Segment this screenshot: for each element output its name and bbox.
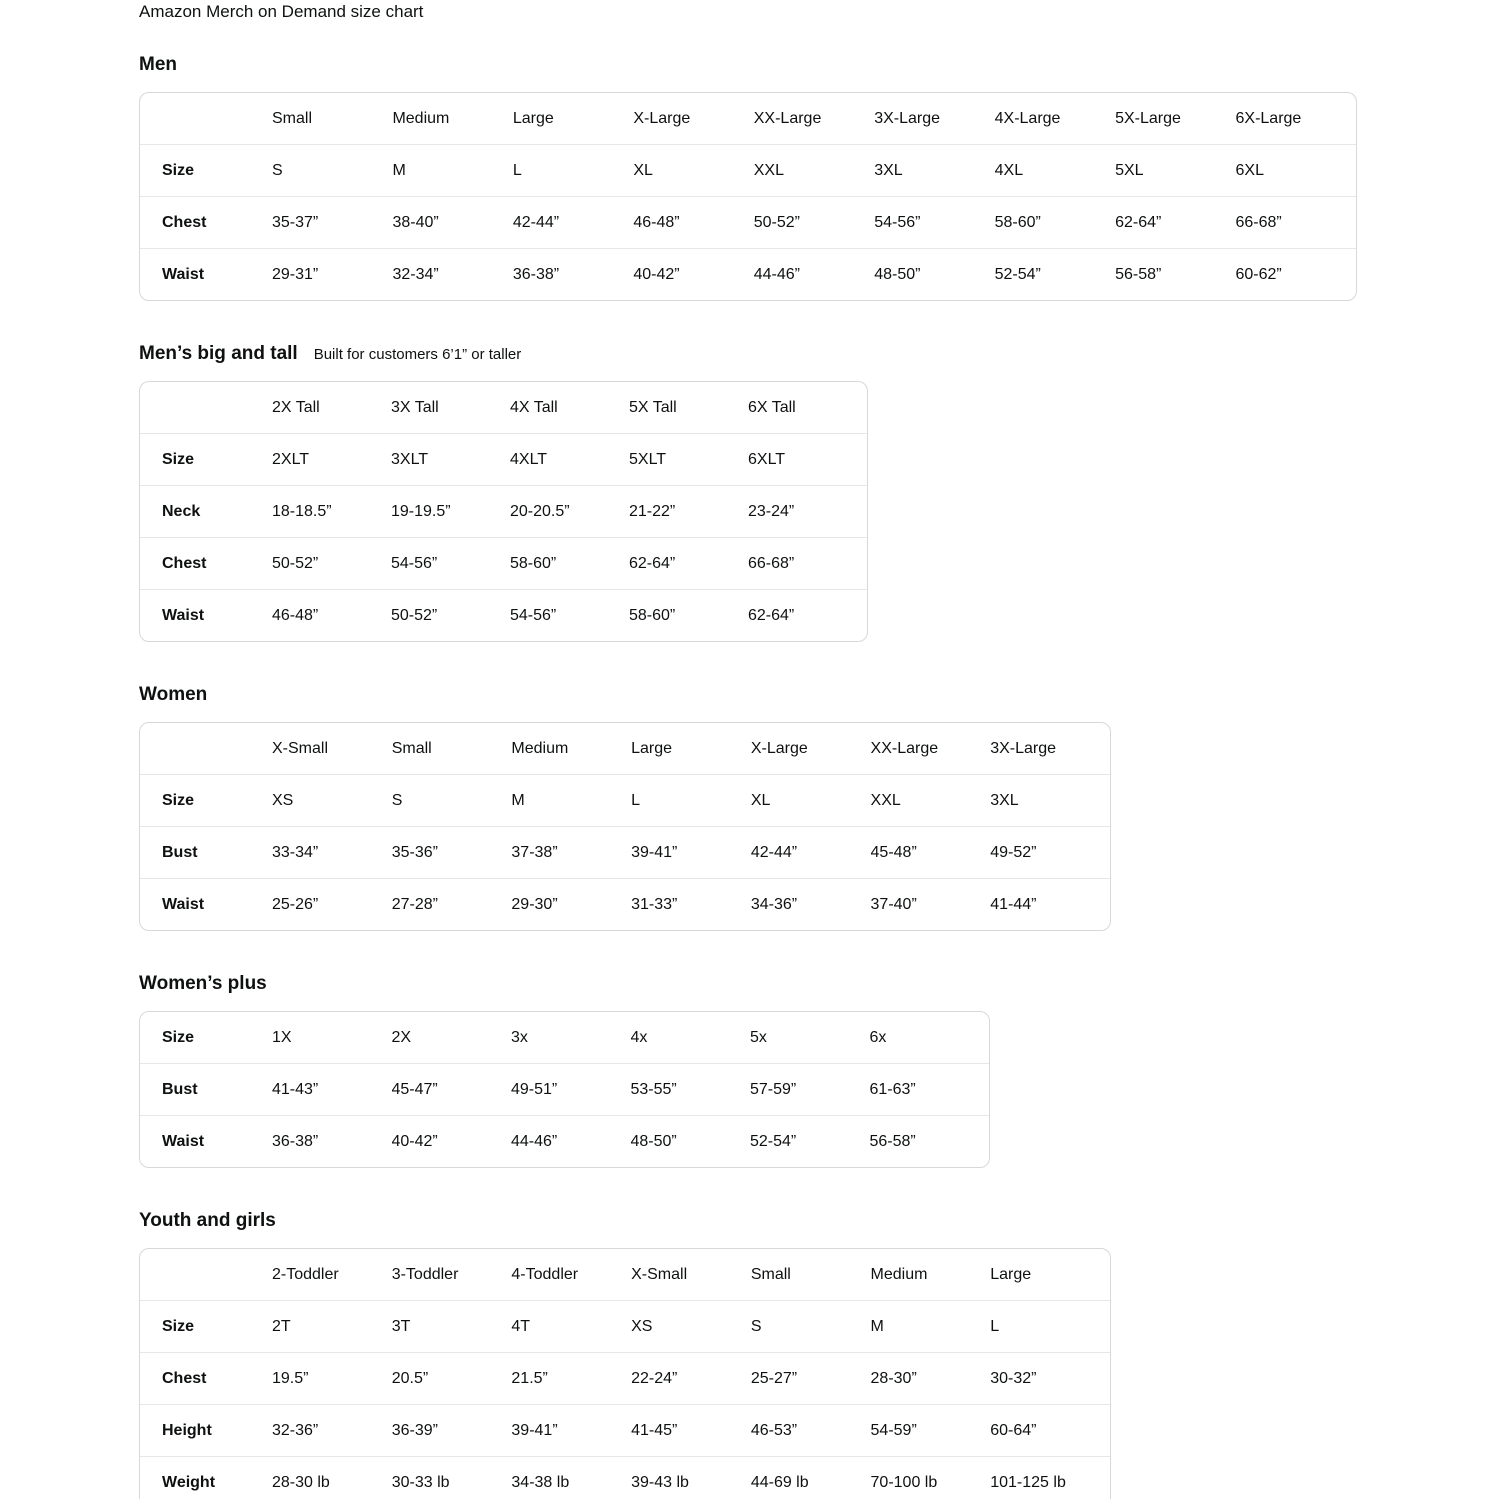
page-title: Amazon Merch on Demand size chart — [139, 2, 424, 21]
section-subtitle: Built for customers 6’1” or taller — [313, 346, 522, 363]
row-label: Size — [140, 144, 272, 196]
cell-value: 4T — [511, 1300, 631, 1352]
cell-value: 54-56” — [391, 537, 510, 589]
men-big-and-tall-size-table — [139, 381, 868, 642]
cell-value: 60-62” — [1236, 248, 1357, 300]
cell-value: 53-55” — [631, 1063, 751, 1115]
cell-value: 48-50” — [631, 1115, 751, 1167]
cell-value: 50-52” — [391, 589, 510, 641]
cell-value: 46-53” — [751, 1404, 871, 1456]
column-header: Small — [272, 110, 313, 127]
cell-value: 46-48” — [633, 196, 753, 248]
cell-value: XXL — [871, 774, 991, 826]
cell-value: L — [631, 774, 751, 826]
cell-value: M — [392, 144, 512, 196]
table-row — [140, 433, 867, 485]
cell-value: 27-28” — [392, 878, 512, 930]
table-row — [140, 1063, 989, 1115]
section-heading: Women — [139, 684, 208, 705]
cell-value: 3XLT — [391, 433, 510, 485]
column-header: 4X Tall — [510, 399, 558, 416]
women-size-table — [139, 722, 1111, 931]
cell-value: 41-45” — [631, 1404, 751, 1456]
cell-value: 38-40” — [392, 196, 512, 248]
cell-value: 45-47” — [392, 1063, 512, 1115]
cell-value: 50-52” — [754, 196, 874, 248]
cell-value: S — [272, 144, 392, 196]
corner-cell — [140, 382, 272, 433]
column-header: Large — [631, 740, 673, 757]
row-label: Waist — [140, 1115, 272, 1167]
row-label: Bust — [140, 826, 272, 878]
column-header: 5X-Large — [1115, 110, 1181, 127]
row-label: Size — [140, 433, 272, 485]
corner-cell — [140, 1249, 272, 1300]
table-row — [140, 878, 1110, 930]
cell-value: 3XL — [990, 774, 1110, 826]
row-label: Height — [140, 1404, 272, 1456]
row-label: Neck — [140, 485, 272, 537]
cell-value: 28-30 lb — [272, 1456, 392, 1499]
row-label: Waist — [140, 589, 272, 641]
column-header: Medium — [870, 1266, 928, 1283]
cell-value: 42-44” — [513, 196, 633, 248]
cell-value: S — [392, 774, 512, 826]
column-header: Large — [512, 110, 554, 127]
table-row — [140, 485, 867, 537]
section-men — [139, 53, 1499, 301]
column-header: X-Large — [750, 740, 808, 757]
table-row — [140, 1115, 989, 1167]
cell-value: 30-32” — [990, 1352, 1110, 1404]
cell-value: 62-64” — [748, 589, 867, 641]
cell-value: 44-69 lb — [751, 1456, 871, 1499]
section-youth-and-girls — [139, 1209, 1499, 1499]
cell-value: 44-46” — [511, 1115, 631, 1167]
section-heading: Men — [139, 54, 177, 75]
corner-cell — [140, 723, 272, 774]
section-heading: Women’s plus — [139, 973, 267, 994]
cell-value: XL — [751, 774, 871, 826]
cell-value: 46-48” — [272, 589, 391, 641]
cell-value: 21.5” — [511, 1352, 631, 1404]
section-womens-plus-heading-row — [139, 972, 1499, 996]
table-row — [140, 248, 1356, 300]
cell-value: 36-39” — [392, 1404, 512, 1456]
column-header: 2X Tall — [272, 399, 320, 416]
cell-value: 32-34” — [392, 248, 512, 300]
cell-value: 34-38 lb — [511, 1456, 631, 1499]
cell-value: 2XLT — [272, 433, 391, 485]
section-heading: Youth and girls — [139, 1210, 276, 1231]
cell-value: 62-64” — [1115, 196, 1235, 248]
cell-value: XXL — [754, 144, 874, 196]
cell-value: 62-64” — [629, 537, 748, 589]
cell-value: 42-44” — [751, 826, 871, 878]
row-label: Size — [162, 1029, 195, 1046]
cell-value: 49-51” — [511, 1063, 631, 1115]
cell-value: 52-54” — [995, 248, 1115, 300]
table-row — [140, 1300, 1110, 1352]
cell-value: 52-54” — [750, 1115, 870, 1167]
cell-value: 45-48” — [871, 826, 991, 878]
section-men-big-and-tall — [139, 342, 1499, 642]
cell-value: 40-42” — [633, 248, 753, 300]
cell-value: 6XL — [1236, 144, 1357, 196]
womens-plus-size-table — [139, 1011, 990, 1168]
table-row — [140, 1012, 989, 1063]
section-heading: Men’s big and tall — [139, 343, 298, 364]
cell-value: 2X — [391, 1029, 412, 1046]
column-header: X-Small — [631, 1266, 688, 1283]
section-men-big-and-tall-heading-row — [139, 342, 1499, 366]
column-header: XX-Large — [870, 740, 939, 757]
cell-value: 33-34” — [272, 826, 392, 878]
cell-value: M — [511, 774, 631, 826]
cell-value: 35-36” — [392, 826, 512, 878]
cell-value: M — [871, 1300, 991, 1352]
cell-value: 39-41” — [631, 826, 751, 878]
cell-value: 54-56” — [874, 196, 994, 248]
cell-value: 58-60” — [510, 537, 629, 589]
corner-cell — [140, 93, 272, 144]
cell-value: L — [990, 1300, 1110, 1352]
row-label: Size — [140, 1300, 272, 1352]
cell-value: 37-40” — [871, 878, 991, 930]
cell-value: 54-59” — [871, 1404, 991, 1456]
row-label: Waist — [140, 878, 272, 930]
row-label: Chest — [140, 1352, 272, 1404]
cell-value: 50-52” — [272, 537, 391, 589]
row-label: Weight — [140, 1456, 272, 1499]
cell-value: 41-44” — [990, 878, 1110, 930]
cell-value: 3XL — [874, 144, 994, 196]
column-header: 4-Toddler — [511, 1266, 579, 1283]
cell-value: 20.5” — [392, 1352, 512, 1404]
section-womens-plus — [139, 972, 1499, 1168]
cell-value: 4XL — [995, 144, 1115, 196]
table-row — [140, 144, 1356, 196]
cell-value: 58-60” — [629, 589, 748, 641]
column-header: X-Small — [272, 740, 329, 757]
table-row — [140, 826, 1110, 878]
header-row — [140, 723, 1110, 774]
cell-value: 19-19.5” — [391, 485, 510, 537]
column-header: 6X-Large — [1235, 110, 1302, 127]
row-label: Waist — [140, 248, 272, 300]
cell-value: XS — [272, 774, 392, 826]
table-row — [140, 537, 867, 589]
cell-value: 39-41” — [511, 1404, 631, 1456]
cell-value: L — [513, 144, 633, 196]
table-row — [140, 774, 1110, 826]
cell-value: 3x — [511, 1029, 528, 1046]
cell-value: 44-46” — [754, 248, 874, 300]
column-header: Small — [750, 1266, 791, 1283]
cell-value: 36-38” — [272, 1115, 392, 1167]
cell-value: 37-38” — [511, 826, 631, 878]
cell-value: XL — [633, 144, 753, 196]
column-header: 4X-Large — [994, 110, 1061, 127]
cell-value: 29-31” — [272, 248, 392, 300]
cell-value: 36-38” — [513, 248, 633, 300]
cell-value: 41-43” — [272, 1063, 392, 1115]
row-label: Chest — [140, 196, 272, 248]
header-row — [140, 382, 867, 433]
cell-value: 56-58” — [870, 1115, 990, 1167]
cell-value: 66-68” — [1236, 196, 1357, 248]
cell-value: 2T — [272, 1300, 392, 1352]
cell-value: 34-36” — [751, 878, 871, 930]
cell-value: 25-27” — [751, 1352, 871, 1404]
column-header: Small — [391, 740, 432, 757]
column-header: Large — [990, 1266, 1032, 1283]
column-header: 3X-Large — [990, 740, 1057, 757]
header-row — [140, 93, 1356, 144]
column-header: 3X-Large — [874, 110, 941, 127]
cell-value: 35-37” — [272, 196, 392, 248]
cell-value: 21-22” — [629, 485, 748, 537]
cell-value: 3T — [392, 1300, 512, 1352]
table-row — [140, 1456, 1110, 1499]
column-header: 3-Toddler — [391, 1266, 459, 1283]
cell-value: 4x — [630, 1029, 648, 1046]
cell-value: 25-26” — [272, 878, 392, 930]
cell-value: 40-42” — [392, 1115, 512, 1167]
cell-value: S — [751, 1300, 871, 1352]
cell-value: 5XLT — [629, 433, 748, 485]
column-header: Medium — [392, 110, 450, 127]
table-row — [140, 1352, 1110, 1404]
cell-value: 66-68” — [748, 537, 867, 589]
cell-value: 49-52” — [990, 826, 1110, 878]
cell-value: 32-36” — [272, 1404, 392, 1456]
cell-value: 56-58” — [1115, 248, 1235, 300]
column-header: 5X Tall — [629, 399, 677, 416]
cell-value: 28-30” — [871, 1352, 991, 1404]
cell-value: 5x — [750, 1029, 767, 1046]
cell-value: 58-60” — [995, 196, 1115, 248]
cell-value: XS — [631, 1300, 751, 1352]
column-header: 2-Toddler — [272, 1266, 339, 1283]
section-women-heading-row — [139, 683, 1499, 707]
cell-value: 22-24” — [631, 1352, 751, 1404]
cell-value: 23-24” — [748, 485, 867, 537]
cell-value: 57-59” — [750, 1063, 870, 1115]
column-header: XX-Large — [753, 110, 822, 127]
cell-value: 29-30” — [511, 878, 631, 930]
cell-value: 101-125 lb — [990, 1456, 1110, 1499]
table-row — [140, 589, 867, 641]
cell-value: 54-56” — [510, 589, 629, 641]
row-label: Chest — [140, 537, 272, 589]
youth-and-girls-size-table — [139, 1248, 1111, 1499]
cell-value: 4XLT — [510, 433, 629, 485]
cell-value: 6x — [869, 1029, 887, 1046]
section-women — [139, 683, 1499, 931]
cell-value: 39-43 lb — [631, 1456, 751, 1499]
column-header: 3X Tall — [391, 399, 439, 416]
row-label: Bust — [140, 1063, 272, 1115]
cell-value: 31-33” — [631, 878, 751, 930]
header-row — [140, 1249, 1110, 1300]
cell-value: 18-18.5” — [272, 485, 391, 537]
table-row — [140, 196, 1356, 248]
cell-value: 61-63” — [870, 1063, 990, 1115]
column-header: X-Large — [633, 110, 691, 127]
cell-value: 70-100 lb — [871, 1456, 991, 1499]
cell-value: 1X — [272, 1029, 292, 1046]
cell-value: 20-20.5” — [510, 485, 629, 537]
column-header: Medium — [511, 740, 569, 757]
section-men-heading-row — [139, 53, 1499, 77]
men-size-table — [139, 92, 1357, 301]
section-youth-and-girls-heading-row — [139, 1209, 1499, 1233]
column-header: 6X Tall — [748, 399, 796, 416]
row-label: Size — [140, 774, 272, 826]
cell-value: 30-33 lb — [392, 1456, 512, 1499]
table-row — [140, 1404, 1110, 1456]
cell-value: 5XL — [1115, 144, 1235, 196]
cell-value: 19.5” — [272, 1352, 392, 1404]
cell-value: 48-50” — [874, 248, 994, 300]
cell-value: 6XLT — [748, 433, 867, 485]
cell-value: 60-64” — [990, 1404, 1110, 1456]
